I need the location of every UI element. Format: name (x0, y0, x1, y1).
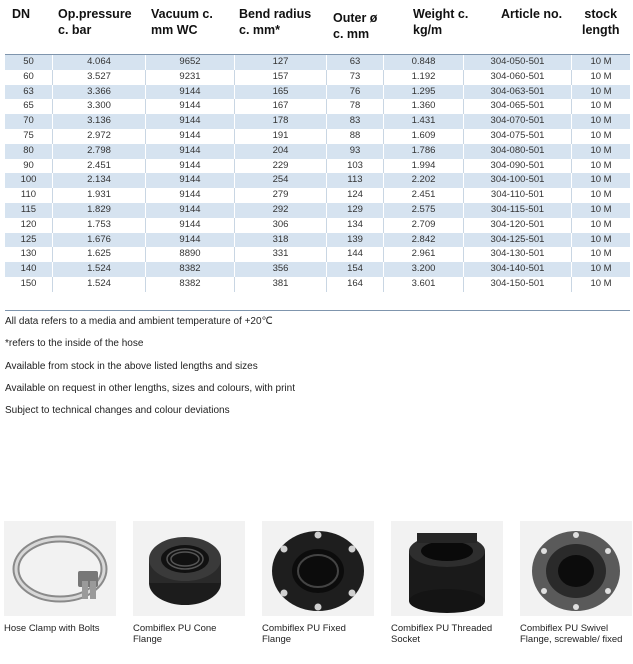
product-caption: Hose Clamp with Bolts (4, 623, 100, 634)
cell-dn: 80 (23, 144, 34, 156)
cell-outer: 63 (326, 55, 383, 70)
table-header (0, 0, 633, 54)
cell-dn: 90 (23, 159, 34, 171)
cell-bend: 167 (234, 99, 326, 114)
hose-clamp-icon (4, 521, 116, 616)
cell-dn: 100 (20, 174, 37, 186)
cell-art: 304-063-501 (463, 85, 571, 100)
cell-op: 1.829 (52, 203, 145, 218)
cell-stock: 10 M (571, 144, 630, 159)
cell-weight: 1.609 (383, 129, 463, 144)
cell-outer: 124 (326, 188, 383, 203)
cell-bend: 204 (234, 144, 326, 159)
cell-bend: 165 (234, 85, 326, 100)
cell-stock: 10 M (571, 70, 630, 85)
cell-dn: 115 (20, 203, 37, 215)
cell-outer: 83 (326, 114, 383, 129)
cell-art: 304-070-501 (463, 114, 571, 129)
cell-outer: 139 (326, 233, 383, 248)
cell-bend: 157 (234, 70, 326, 85)
cell-op: 3.527 (52, 70, 145, 85)
cell-stock: 10 M (571, 188, 630, 203)
cell-vac: 9144 (145, 173, 234, 188)
header-article: Article no. (501, 7, 563, 21)
cell-stock: 10 M (571, 55, 630, 70)
cell-stock: 10 M (571, 159, 630, 174)
cell-op: 1.676 (52, 233, 145, 248)
cell-bend: 229 (234, 159, 326, 174)
cell-weight: 0.848 (383, 55, 463, 70)
cell-weight: 2.961 (383, 247, 463, 262)
cell-outer: 103 (326, 159, 383, 174)
header-dn: DN (12, 7, 31, 21)
cell-stock: 10 M (571, 218, 630, 233)
table-row (5, 144, 630, 159)
cell-weight: 3.601 (383, 277, 463, 292)
cell-art: 304-060-501 (463, 70, 571, 85)
cell-vac: 9144 (145, 233, 234, 248)
cell-art: 304-100-501 (463, 173, 571, 188)
cell-art: 304-080-501 (463, 144, 571, 159)
cell-bend: 381 (234, 277, 326, 292)
cell-op: 1.625 (52, 247, 145, 262)
cell-art: 304-090-501 (463, 159, 571, 174)
cell-dn: 110 (20, 189, 37, 201)
product-swivel-flange[interactable] (520, 521, 632, 645)
cell-art: 304-065-501 (463, 99, 571, 114)
cell-weight: 2.575 (383, 203, 463, 218)
cell-dn: 125 (20, 233, 37, 245)
cell-art: 304-125-501 (463, 233, 571, 248)
cell-stock: 10 M (571, 233, 630, 248)
cell-weight: 1.431 (383, 114, 463, 129)
cell-weight: 2.202 (383, 173, 463, 188)
cell-vac: 9144 (145, 85, 234, 100)
cell-weight: 2.709 (383, 218, 463, 233)
cell-bend: 306 (234, 218, 326, 233)
cell-outer: 134 (326, 218, 383, 233)
product-cone-flange[interactable] (133, 521, 245, 645)
table-row (5, 247, 630, 262)
cell-dn: 130 (20, 248, 37, 260)
cell-weight: 1.786 (383, 144, 463, 159)
table-row (5, 99, 630, 114)
cell-weight: 2.451 (383, 188, 463, 203)
cell-stock: 10 M (571, 99, 630, 114)
cell-dn: 60 (23, 70, 34, 82)
table-row (5, 188, 630, 203)
fixed-flange-icon (262, 521, 374, 616)
cell-op: 2.798 (52, 144, 145, 159)
cell-stock: 10 M (571, 173, 630, 188)
cell-bend: 254 (234, 173, 326, 188)
cell-vac: 9144 (145, 203, 234, 218)
note-inside: *refers to the inside of the hose (5, 338, 144, 349)
cell-outer: 113 (326, 173, 383, 188)
cell-outer: 93 (326, 144, 383, 159)
cell-vac: 9144 (145, 114, 234, 129)
table-row (5, 173, 630, 188)
cell-outer: 154 (326, 262, 383, 277)
cell-bend: 318 (234, 233, 326, 248)
cell-stock: 10 M (571, 129, 630, 144)
table-row (5, 55, 630, 70)
cell-vac: 9231 (145, 70, 234, 85)
table-row (5, 277, 630, 292)
spec-table (5, 55, 630, 292)
note-stock: Available from stock in the above listed lengths and sizes (5, 361, 258, 372)
note-changes: Subject to technical changes and colour deviations (5, 405, 230, 416)
cell-vac: 9144 (145, 129, 234, 144)
cell-outer: 144 (326, 247, 383, 262)
cell-vac: 9144 (145, 159, 234, 174)
cell-op: 1.524 (52, 262, 145, 277)
cell-outer: 78 (326, 99, 383, 114)
cell-weight: 1.360 (383, 99, 463, 114)
header-outer: Outer ø c. mm (333, 11, 378, 41)
cell-bend: 356 (234, 262, 326, 277)
cell-art: 304-130-501 (463, 247, 571, 262)
product-threaded-socket[interactable] (391, 521, 503, 645)
table-row (5, 114, 630, 129)
product-fixed-flange[interactable] (262, 521, 374, 645)
cell-art: 304-120-501 (463, 218, 571, 233)
table-row (5, 218, 630, 233)
table-row (5, 159, 630, 174)
cell-weight: 1.994 (383, 159, 463, 174)
cell-op: 3.136 (52, 114, 145, 129)
cell-art: 304-115-501 (463, 203, 571, 218)
cell-bend: 127 (234, 55, 326, 70)
header-bend-radius: Bend radius c. mm* (239, 7, 312, 37)
cell-dn: 50 (23, 56, 34, 67)
cell-vac: 8890 (145, 247, 234, 262)
table-bottom-rule (5, 310, 630, 311)
cell-op: 4.064 (52, 55, 145, 70)
table-row (5, 203, 630, 218)
cell-dn: 120 (20, 218, 37, 230)
cell-stock: 10 M (571, 247, 630, 262)
header-op-pressure: Op.pressure c. bar (58, 7, 132, 37)
note-request: Available on request in other lengths, sizes and colours, with print (5, 383, 295, 394)
product-caption: Combiflex PU Swivel Flange, screwable/ fixed (520, 623, 623, 645)
cell-art: 304-050-501 (463, 55, 571, 70)
cone-flange-icon (133, 521, 245, 616)
cell-bend: 331 (234, 247, 326, 262)
cell-bend: 292 (234, 203, 326, 218)
cell-vac: 9652 (145, 55, 234, 70)
cell-op: 3.300 (52, 99, 145, 114)
cell-outer: 88 (326, 129, 383, 144)
cell-dn: 75 (23, 129, 34, 141)
cell-op: 1.524 (52, 277, 145, 292)
product-caption: Combiflex PU Fixed Flange (262, 623, 346, 645)
cell-op: 1.931 (52, 188, 145, 203)
cell-outer: 164 (326, 277, 383, 292)
cell-dn: 65 (23, 100, 34, 112)
cell-vac: 9144 (145, 144, 234, 159)
cell-weight: 2.842 (383, 233, 463, 248)
cell-weight: 1.295 (383, 85, 463, 100)
cell-weight: 3.200 (383, 262, 463, 277)
cell-dn: 150 (20, 277, 37, 289)
cell-vac: 9144 (145, 188, 234, 203)
cell-op: 3.366 (52, 85, 145, 100)
cell-stock: 10 M (571, 262, 630, 277)
cell-art: 304-140-501 (463, 262, 571, 277)
cell-art: 304-150-501 (463, 277, 571, 292)
product-caption: Combiflex PU Cone Flange (133, 623, 217, 645)
note-temperature: All data refers to a media and ambient temperature of +20℃ (5, 316, 273, 327)
cell-vac: 8382 (145, 262, 234, 277)
cell-op: 2.972 (52, 129, 145, 144)
cell-outer: 73 (326, 70, 383, 85)
cell-art: 304-110-501 (463, 188, 571, 203)
swivel-flange-icon (520, 521, 632, 616)
table-row (5, 233, 630, 248)
cell-weight: 1.192 (383, 70, 463, 85)
header-vacuum: Vacuum c. mm WC (151, 7, 213, 37)
table-row (5, 129, 630, 144)
cell-stock: 10 M (571, 114, 630, 129)
cell-vac: 9144 (145, 218, 234, 233)
cell-dn: 63 (23, 85, 34, 97)
table-row (5, 70, 630, 85)
cell-op: 2.451 (52, 159, 145, 174)
cell-dn: 70 (23, 115, 34, 127)
cell-outer: 76 (326, 85, 383, 100)
header-stock: stock length (582, 7, 620, 37)
cell-op: 2.134 (52, 173, 145, 188)
cell-vac: 9144 (145, 99, 234, 114)
cell-dn: 140 (20, 263, 37, 275)
threaded-socket-icon (391, 521, 503, 616)
product-hose-clamp[interactable] (4, 521, 116, 635)
cell-bend: 178 (234, 114, 326, 129)
table-row (5, 85, 630, 100)
cell-outer: 129 (326, 203, 383, 218)
cell-bend: 191 (234, 129, 326, 144)
cell-vac: 8382 (145, 277, 234, 292)
cell-op: 1.753 (52, 218, 145, 233)
table-row (5, 262, 630, 277)
cell-bend: 279 (234, 188, 326, 203)
cell-stock: 10 M (571, 277, 630, 292)
header-weight: Weight c. kg/m (413, 7, 469, 37)
cell-stock: 10 M (571, 85, 630, 100)
cell-stock: 10 M (571, 203, 630, 218)
product-caption: Combiflex PU Threaded Socket (391, 623, 493, 645)
cell-art: 304-075-501 (463, 129, 571, 144)
